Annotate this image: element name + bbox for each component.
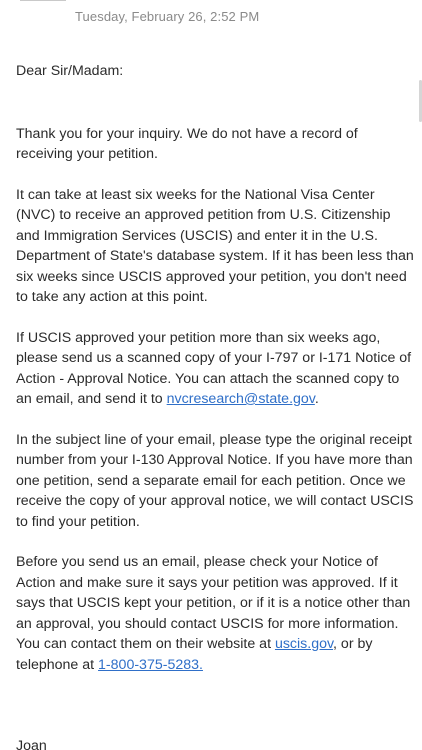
website-link[interactable]: uscis.gov xyxy=(274,636,334,652)
paragraph-4: In the subject line of your email, please type the original receipt number from your I-130 Approval Notice. If you have more than one petition, send a separate email for each petition. Once we receive the copy of your approval notice, we will contact USCIS to find your petition. xyxy=(16,431,414,530)
signoff: Joan xyxy=(16,738,47,750)
paragraph-5 xyxy=(16,552,416,675)
message-timestamp: Tuesday, February 26, 2:52 PM xyxy=(75,9,260,24)
paragraph-3-text: If USCIS approved your petition more than six weeks ago, please send us a scanned copy of your I-797 or I-171 Notice of Action - Approval Notice. You can attach the scanned copy to an email, and send it to xyxy=(16,329,412,407)
email-link[interactable]: nvcresearch@state.gov xyxy=(166,391,315,407)
top-divider xyxy=(20,0,66,1)
paragraph-1: Thank you for your inquiry. We do not have a record of receiving your petition. xyxy=(16,125,358,162)
phone-link[interactable]: 1-800-375-5283. xyxy=(98,656,203,673)
paragraph-5-middle: , or by telephone at xyxy=(16,636,373,673)
paragraph-2: It can take at least six weeks for the National Visa Center (NVC) to receive an approved petition from U.S. Citizenship and Immigration Services (USCIS) and enter it in the U.S. Department of State's database system. If it has been less than six weeks since USCIS approved your petition, you don't need to take any action at this point. xyxy=(16,186,414,305)
paragraph-3-end: . xyxy=(314,391,319,407)
paragraph-3 xyxy=(16,328,416,410)
paragraph-5-text: Before you send us an email, please check your Notice of Action and make sure it says your petition was approved. If it says that USCIS kept your petition, or if it is a notice other than an approval, you should contact USCIS for more information. You can contact them on their website at xyxy=(16,554,411,652)
email-body xyxy=(16,61,416,695)
greeting: Dear Sir/Madam: xyxy=(16,63,124,79)
